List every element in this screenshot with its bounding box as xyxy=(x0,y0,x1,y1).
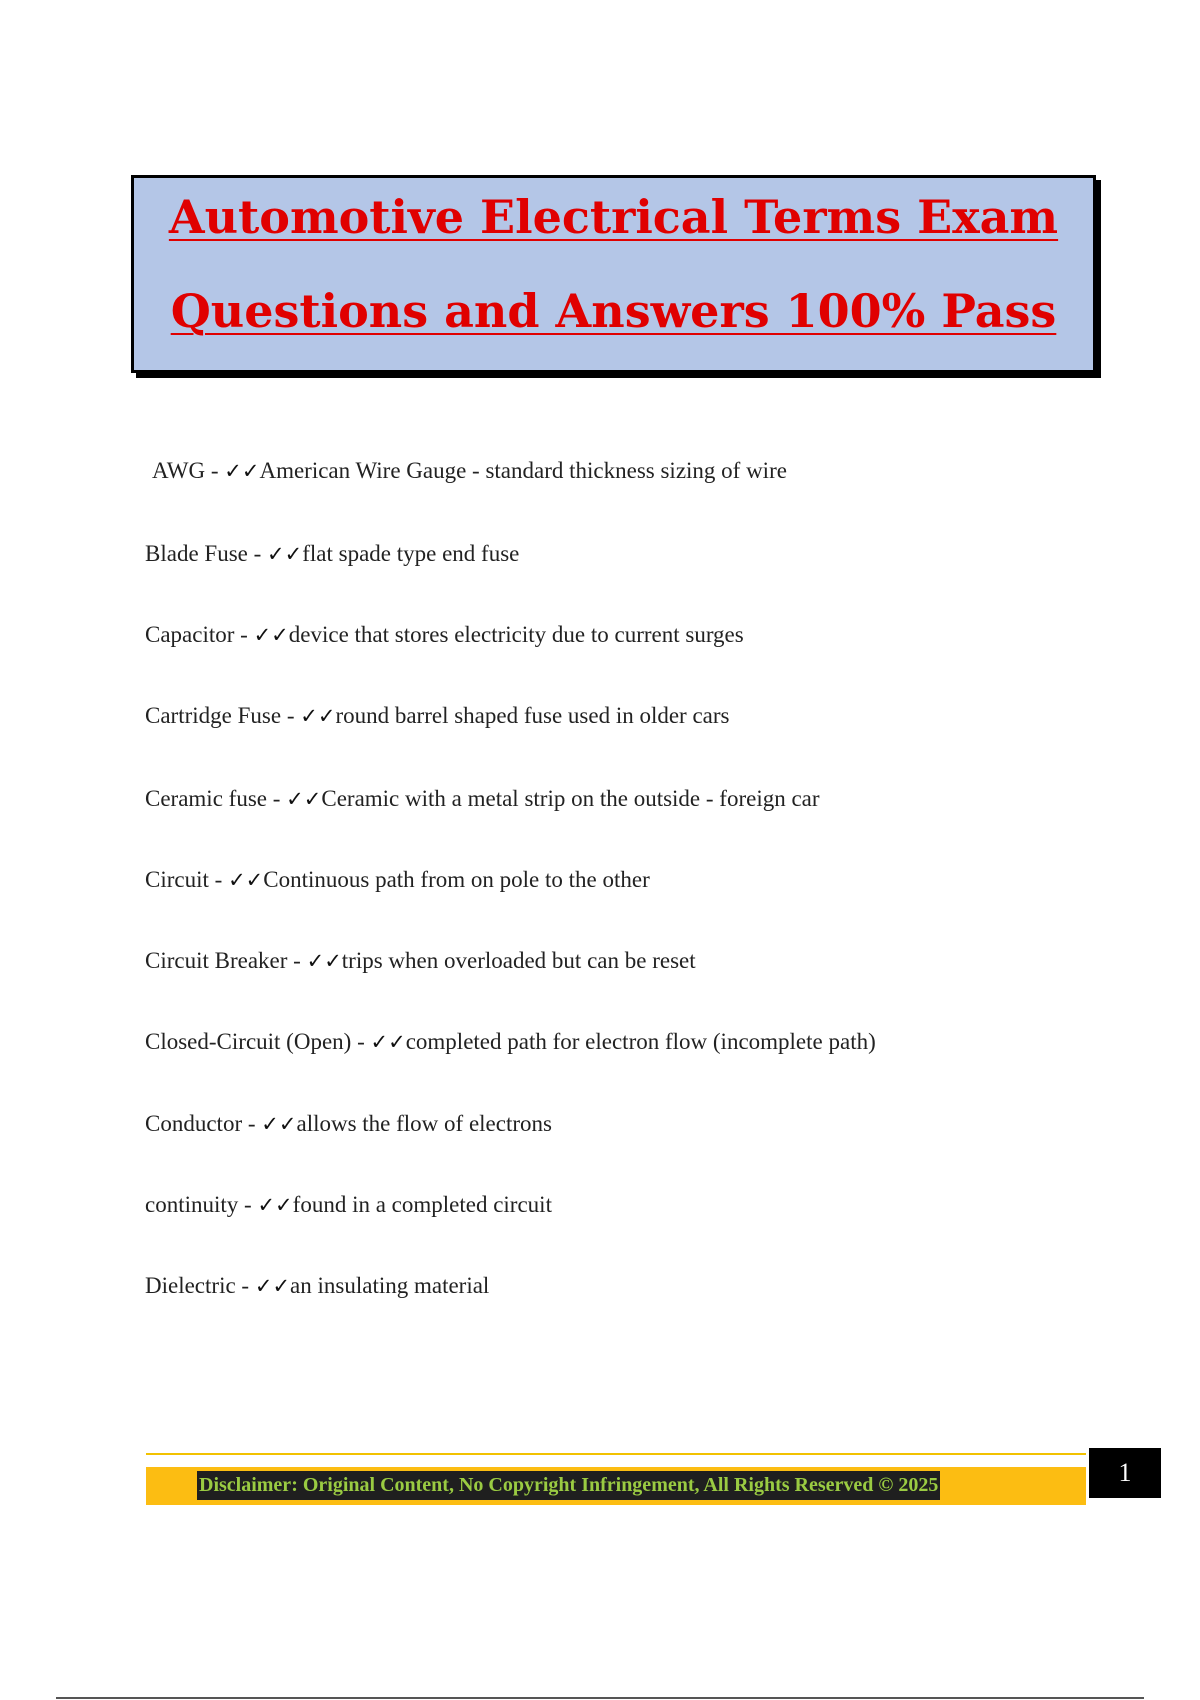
term-name: Circuit xyxy=(145,867,209,892)
double-check-icon: ✓✓ xyxy=(286,787,322,811)
double-check-icon: ✓✓ xyxy=(370,1030,406,1054)
term-definition: round barrel shaped fuse used in older cars xyxy=(335,703,730,728)
list-item: Blade Fuse - ✓✓flat spade type end fuse xyxy=(145,541,520,566)
title-box xyxy=(131,175,1096,373)
list-item: Circuit Breaker - ✓✓trips when overloaded but can be reset xyxy=(145,948,696,973)
term-definition: Continuous path from on pole to the other xyxy=(263,867,650,892)
term-definition: device that stores electricity due to current surges xyxy=(288,622,744,647)
double-check-icon: ✓✓ xyxy=(253,623,289,647)
term-name: Ceramic fuse xyxy=(145,786,267,811)
list-item: Closed-Circuit (Open) - ✓✓completed path for electron flow (incomplete path) xyxy=(145,1029,876,1054)
list-item: continuity - ✓✓found in a completed circuit xyxy=(145,1192,552,1217)
double-check-icon: ✓✓ xyxy=(254,1274,291,1298)
term-definition: flat spade type end fuse xyxy=(302,541,520,566)
term-name: Capacitor xyxy=(145,622,235,647)
term-name: Circuit Breaker xyxy=(145,948,288,973)
term-definition: allows the flow of electrons xyxy=(296,1111,552,1136)
document-title-line-1: Automotive Electrical Terms Exam xyxy=(168,190,1059,244)
list-item: Ceramic fuse - ✓✓Ceramic with a metal strip on the outside - foreign car xyxy=(145,786,820,811)
term-name: Closed-Circuit (Open) xyxy=(145,1029,352,1054)
double-check-icon: ✓✓ xyxy=(257,1193,293,1217)
page-bottom-rule xyxy=(56,1697,1144,1699)
term-name: Dielectric xyxy=(145,1273,236,1298)
list-item: Cartridge Fuse - ✓✓round barrel shaped fuse used in older cars xyxy=(145,703,730,728)
term-name: AWG xyxy=(152,458,206,483)
list-item: Capacitor - ✓✓device that stores electricity due to current surges xyxy=(145,622,744,647)
footer-divider xyxy=(146,1453,1086,1455)
list-item: AWG - ✓✓American Wire Gauge - standard thickness sizing of wire xyxy=(152,458,787,483)
term-name: Cartridge Fuse xyxy=(145,703,282,728)
list-item: Circuit - ✓✓Continuous path from on pole to the other xyxy=(145,867,650,892)
term-definition: Ceramic with a metal strip on the outside - foreign car xyxy=(321,786,820,811)
double-check-icon: ✓✓ xyxy=(300,704,336,728)
term-definition: completed path for electron flow (incomplete path) xyxy=(405,1029,876,1054)
term-name: continuity xyxy=(145,1192,239,1217)
double-check-icon: ✓✓ xyxy=(224,459,260,483)
term-definition: American Wire Gauge - standard thickness sizing of wire xyxy=(259,458,787,483)
list-item: Conductor - ✓✓allows the flow of electrons xyxy=(145,1111,552,1136)
double-check-icon: ✓✓ xyxy=(306,949,342,973)
double-check-icon: ✓✓ xyxy=(261,1112,297,1136)
double-check-icon: ✓✓ xyxy=(228,868,264,892)
term-definition: trips when overloaded but can be reset xyxy=(341,948,696,973)
disclaimer-text: Disclaimer: Original Content, No Copyright Infringement, All Rights Reserved © 2025 xyxy=(197,1471,940,1500)
list-item: Dielectric - ✓✓an insulating material xyxy=(145,1273,490,1298)
term-definition: an insulating material xyxy=(290,1273,490,1298)
term-definition: found in a completed circuit xyxy=(292,1192,552,1217)
document-title-line-2: Questions and Answers 100% Pass xyxy=(170,284,1057,338)
term-name: Conductor xyxy=(145,1111,243,1136)
double-check-icon: ✓✓ xyxy=(267,542,303,566)
term-name: Blade Fuse xyxy=(145,541,248,566)
page-number: 1 xyxy=(1089,1448,1161,1498)
